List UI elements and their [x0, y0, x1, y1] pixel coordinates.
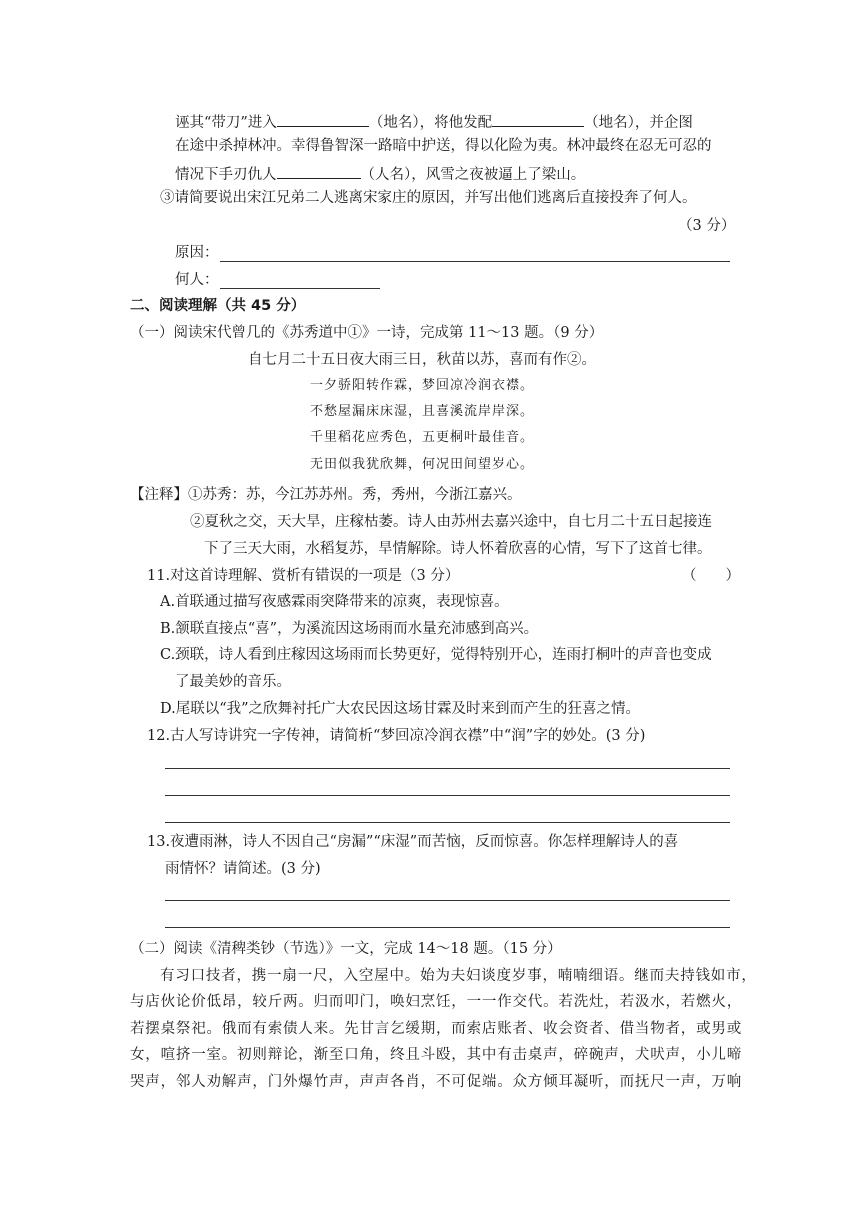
q10-line-1 [175, 110, 693, 133]
note-2-line-2: 下了三天大雨，水稻复苏，旱情解除。诗人怀着欣喜的心情，写下了这首七律。 [204, 541, 712, 557]
q10-line-1-part-b: （地名），将他发配 [368, 115, 493, 131]
question-13-line-2: 雨情怀？请简述。(3 分) [165, 861, 321, 877]
passage-line-4: 女，喧挤一室。初则辩论，渐至口角，终且斗殴，其中有击桌声，碎碗声，犬吠声，小儿啼 [130, 1047, 742, 1063]
q13-answer-line-1[interactable] [165, 900, 730, 901]
note-2-line-1: ②夏秋之交，天大旱，庄稼枯萎。诗人由苏州去嘉兴途中，自七月二十五日起接连 [190, 514, 712, 530]
person-label: 何人： [175, 272, 219, 288]
section-2-title: 二、阅读理解（共 45 分） [130, 298, 306, 314]
q10-line-1-part-a: 诬其“带刀”进入 [175, 115, 277, 131]
poem-title: 自七月二十五日夜大雨三日，秋苗以苏，喜而有作②。 [248, 352, 596, 368]
passage-line-3: 若摆桌祭祀。俄而有索债人来。先甘言乞缓期，而索店账者、收会资者、借当物者，或男或 [130, 1021, 742, 1037]
question-11: 11.对这首诗理解、赏析有错误的一项是（3 分） [147, 568, 460, 584]
option-d: D.尾联以“我”之欣舞衬托广大农民因这场甘霖及时来到而产生的狂喜之情。 [160, 701, 641, 717]
q13-answer-line-2[interactable] [165, 927, 730, 928]
passage-line-5: 哭声，邻人劝解声，门外爆竹声，声声各肖，不可促端。众方倾耳凝听，而抚尺一声，万响 [130, 1074, 742, 1090]
place-blank-1[interactable] [277, 110, 369, 127]
passage-line-2: 与店伙论价低昂，较斤两。归而叩门，唤妇烹饪，一一作交代。若洗灶，若汲水，若燃火， [130, 994, 742, 1010]
poem-line-3: 千里稻花应秀色，五更桐叶最佳音。 [310, 430, 535, 445]
option-a: A.首联通过描写夜感霖雨突降带来的凉爽，表现惊喜。 [160, 594, 509, 610]
q12-answer-line-2[interactable] [165, 795, 730, 796]
option-c: C.颈联，诗人看到庄稼因这场雨而长势更好，觉得特别开心，连雨打桐叶的声音也变成 [160, 647, 712, 663]
part-1-intro: （一）阅读宋代曾几的《苏秀道中①》一诗，完成第 11～13 题。（9 分） [130, 325, 604, 341]
reason-label: 原因： [175, 245, 219, 261]
part-2-intro: （二）阅读《清稗类钞（节选）》一文，完成 14～18 题。（15 分） [130, 941, 562, 957]
poem-line-1: 一夕骄阳转作霖，梦回凉冷润衣襟。 [310, 378, 535, 393]
option-b: B.颔联直接点“喜”，为溪流因这场雨而水量充沛感到高兴。 [160, 621, 539, 637]
q10-line-3-part-a: 情况下手刃仇人 [175, 167, 277, 183]
place-blank-2[interactable] [492, 110, 584, 127]
passage-line-1: 有习口技者，携一扇一尺，入空屋中。始为夫妇谈度岁事，喃喃细语。继而夫持钱如市， [160, 968, 757, 984]
option-c-cont: 了最美妙的音乐。 [175, 674, 291, 690]
question-13-line-1: 13.夜遭雨淋，诗人不因自己“房漏”“床湿”而苦恼，反而惊喜。你怎样理解诗人的喜 [147, 834, 679, 850]
poem-line-2: 不愁屋漏床床湿，且喜溪流岸岸深。 [310, 404, 535, 419]
q10-line-2: 在途中杀掉林冲。幸得鲁智深一路暗中护送，得以化险为夷。林冲最终在忍无可忍的 [175, 138, 712, 154]
q12-answer-line-1[interactable] [165, 768, 730, 769]
reason-answer-line[interactable] [220, 261, 730, 262]
note-1: 【注释】①苏秀：苏，今江苏苏州。秀，秀州，今浙江嘉兴。 [130, 487, 522, 503]
q10-line-1-part-c: （地名），并企图 [584, 115, 693, 131]
q10-sub3-score: （3 分） [678, 218, 736, 234]
q10-line-3-part-b: （人名），风雪之夜被逼上了梁山。 [360, 167, 586, 183]
question-11-answer-paren[interactable]: （ ） [682, 568, 740, 584]
person-answer-line[interactable] [220, 288, 380, 289]
person-blank[interactable] [277, 162, 361, 179]
question-12: 12.古人写诗讲究一字传神，请简析“梦回凉冷润衣襟”中“润”字的妙处。(3 分) [147, 728, 646, 744]
q10-sub3-question: ③请简要说出宋江兄弟二人逃离宋家庄的原因，并写出他们逃离后直接投奔了何人。 [160, 190, 697, 206]
q12-answer-line-3[interactable] [165, 822, 730, 823]
poem-line-4: 无田似我犹欣舞，何况田间望岁心。 [310, 457, 535, 472]
q10-line-3 [175, 162, 585, 185]
